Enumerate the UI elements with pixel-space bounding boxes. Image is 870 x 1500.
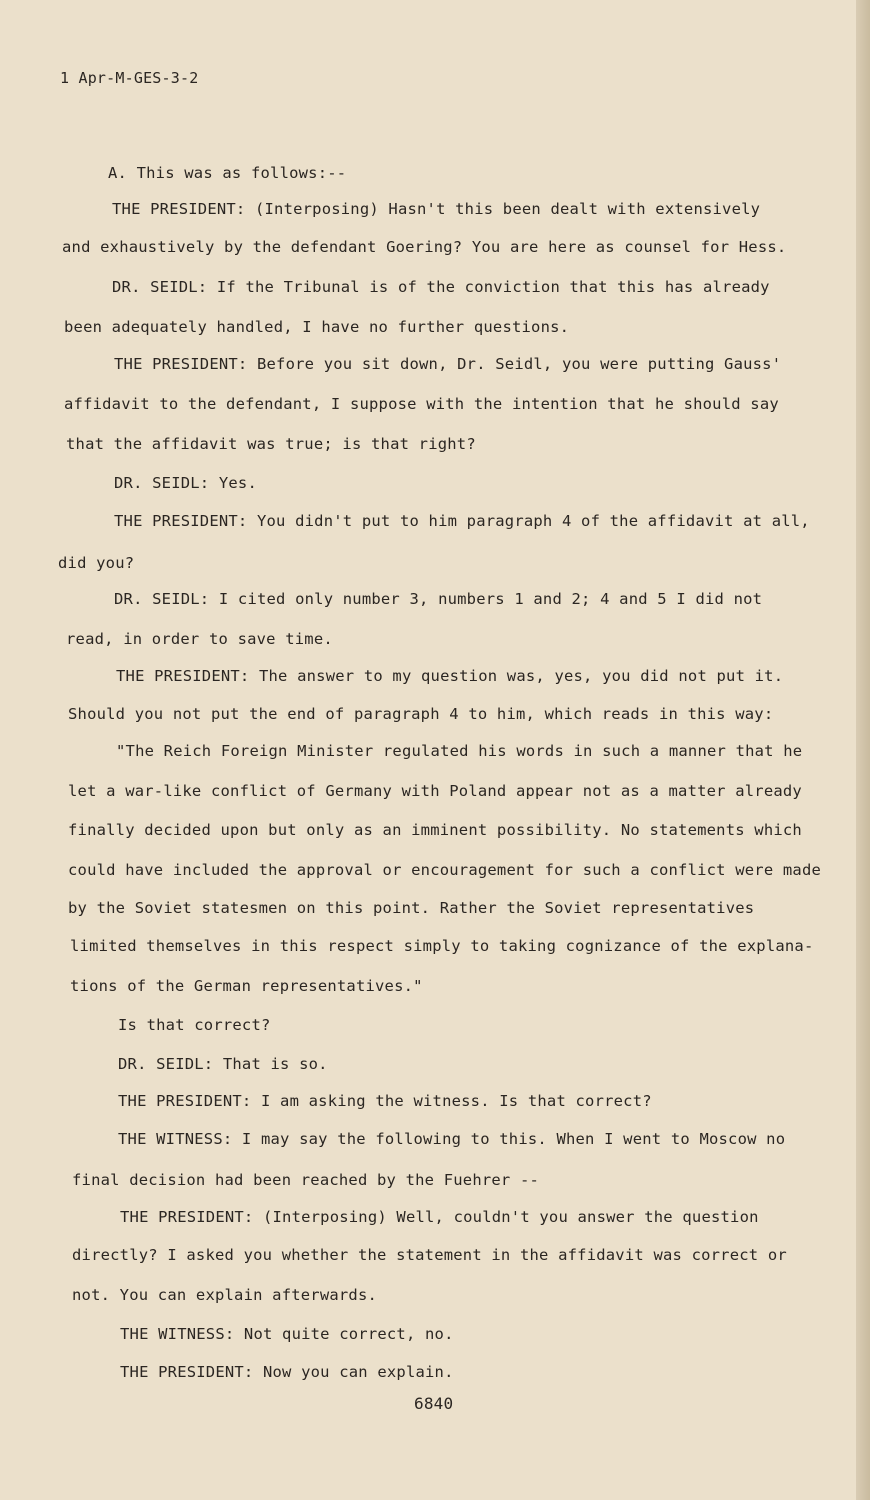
transcript-line: THE PRESIDENT: The answer to my question was, yes, you did not put it. <box>116 667 784 685</box>
transcript-line: A. This was as follows:-- <box>108 164 347 182</box>
transcript-line: by the Soviet statesmen on this point. Rather the Soviet representatives <box>68 899 755 917</box>
transcript-line: not. You can explain afterwards. <box>72 1286 378 1304</box>
transcript-line: DR. SEIDL: Yes. <box>114 474 257 492</box>
transcript-line: THE PRESIDENT: (Interposing) Hasn't this been dealt with extensively <box>112 200 761 218</box>
transcript-line: final decision had been reached by the Fuehrer -- <box>72 1171 540 1189</box>
transcript-line: limited themselves in this respect simply to taking cognizance of the explana- <box>70 937 814 955</box>
transcript-line: DR. SEIDL: If the Tribunal is of the conviction that this has already <box>112 278 770 296</box>
transcript-line: finally decided upon but only as an imminent possibility. No statements which <box>68 821 802 839</box>
page-edge-shadow <box>856 0 870 1500</box>
transcript-line: Is that correct? <box>118 1016 271 1034</box>
transcript-line: Should you not put the end of paragraph 4 to him, which reads in this way: <box>68 705 774 723</box>
transcript-line: that the affidavit was true; is that right? <box>66 435 476 453</box>
transcript-line: THE WITNESS: I may say the following to this. When I went to Moscow no <box>118 1130 786 1148</box>
transcript-line: been adequately handled, I have no further questions. <box>64 318 570 336</box>
transcript-line: THE PRESIDENT: Now you can explain. <box>120 1363 454 1381</box>
transcript-line: and exhaustively by the defendant Goering? You are here as counsel for Hess. <box>62 238 787 256</box>
transcript-line: did you? <box>58 554 135 572</box>
transcript-line: THE PRESIDENT: Before you sit down, Dr. Seidl, you were putting Gauss' <box>114 355 782 373</box>
transcript-line: DR. SEIDL: That is so. <box>118 1055 328 1073</box>
transcript-line: read, in order to save time. <box>66 630 333 648</box>
transcript-line: THE PRESIDENT: I am asking the witness. Is that correct? <box>118 1092 652 1110</box>
transcript-line: THE PRESIDENT: (Interposing) Well, couldn't you answer the question <box>120 1208 759 1226</box>
document-reference: 1 Apr-M-GES-3-2 <box>60 69 199 87</box>
transcript-line: directly? I asked you whether the statement in the affidavit was correct or <box>72 1246 787 1264</box>
page-number: 6840 <box>414 1394 454 1413</box>
transcript-line: tions of the German representatives." <box>70 977 423 995</box>
transcript-line: THE WITNESS: Not quite correct, no. <box>120 1325 454 1343</box>
transcript-line: THE PRESIDENT: You didn't put to him paragraph 4 of the affidavit at all, <box>114 512 810 530</box>
transcript-line: DR. SEIDL: I cited only number 3, numbers 1 and 2; 4 and 5 I did not <box>114 590 763 608</box>
transcript-line: could have included the approval or encouragement for such a conflict were made <box>68 861 822 879</box>
transcript-line: let a war-like conflict of Germany with Poland appear not as a matter already <box>68 782 802 800</box>
transcript-line: affidavit to the defendant, I suppose with the intention that he should say <box>64 395 779 413</box>
transcript-line: "The Reich Foreign Minister regulated his words in such a manner that he <box>116 742 803 760</box>
